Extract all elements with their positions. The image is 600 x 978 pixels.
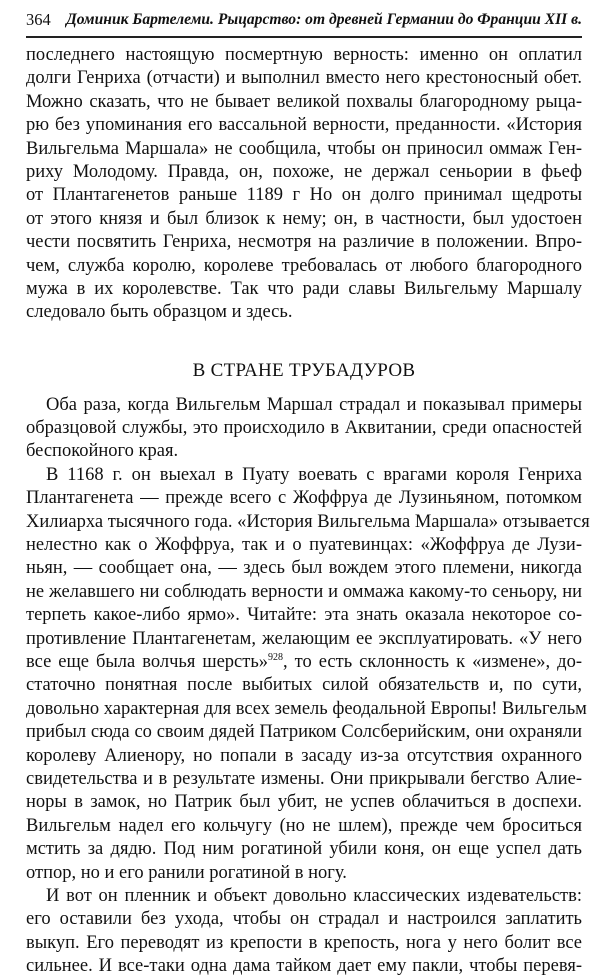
text-line: сильнее. И все-таки одна дама тайком дает ему пакли, чтобы перевя-	[26, 956, 582, 977]
text-line: его оставили без ухода, чтобы он страдал и настроился заплатить	[26, 909, 582, 930]
text-line: Плантагенета — прежде всего с Жоффруа де Лузиньяном, потомком	[26, 488, 582, 509]
text-line: от этого князя и был близок к нему; он, в частности, был удостоен	[26, 208, 582, 229]
text-line: от Плантагенетов раньше 1189 г Но он долго принимал щедроты	[26, 185, 582, 206]
paragraph-4	[26, 885, 582, 978]
text-line: Можно сказать, что не бывает великой похвалы благородному рыца-	[26, 91, 582, 112]
page-number: 364	[26, 10, 51, 29]
text-line: чести посвятить Генриха, несмотря на различие в положении. Впро-	[26, 232, 582, 253]
text-line: рю без упоминания его вассальной верности, преданности. «История	[26, 115, 582, 136]
text-line: Вильгельма Маршала» не сообщила, чтобы он приносил оммаж Ген-	[26, 138, 582, 159]
text-line: статочно понятная после выбитых силой обязательств и, по сути,	[26, 675, 582, 696]
body-text	[26, 44, 590, 978]
text-line: отпор, но и его ранили рогатиной в ногу.	[26, 862, 347, 883]
header-rule	[26, 36, 582, 38]
text-line: выкуп. Его переводят из крепости в крепость, нога у него болит все	[26, 932, 582, 953]
text-line: королеву Алиенору, но попали в засаду из-за отсутствия охранного	[26, 745, 582, 766]
text-line: ньян, — сообщает она, — здесь был вождем этого племени, никогда	[26, 558, 582, 579]
section-heading: В СТРАНЕ ТРУБАДУРОВ	[192, 359, 416, 381]
text-line: Оба раза, когда Вильгельм Маршал страдал и показывал примеры	[46, 394, 582, 415]
page-header	[26, 9, 582, 35]
text-line: противление Плантагенетам, желающим ее эксплуатировать. «У него	[26, 628, 582, 649]
section-gap	[26, 325, 582, 359]
text-line: довольно характерная для всех земель феодальной Европы! Вильгельм	[26, 698, 587, 719]
text-line: нелестно как о Жоффруа, так и о пуатевинцах: «Жоффруа де Лузи-	[26, 535, 582, 556]
text-line: прибыл сюда со своим дядей Патриком Солсберийским, они охраняли	[26, 722, 582, 743]
paragraph-3	[26, 464, 590, 885]
paragraph-1	[26, 44, 582, 325]
text-fragment: все еще была волчья шерсть»	[26, 651, 269, 672]
text-line: образцовой службы, это происходило в Аквитании, среди опасностей	[26, 418, 582, 439]
text-line: последнего настоящую посмертную верность: именно он оплатил	[26, 45, 582, 65]
text-line: И вот он пленник и объект довольно классических издевательств:	[46, 885, 582, 906]
text-line: норы в замок, но Патрик был убит, не успев облачиться в доспехи.	[26, 792, 582, 813]
text-line: В 1168 г. он выехал в Пуату воевать с врагами короля Генриха	[46, 464, 582, 485]
paragraph-2	[26, 394, 582, 464]
text-line-with-footnote	[26, 651, 582, 674]
text-line: риху Молодому. Правда, он, похоже, не держал сеньории в фьеф	[26, 161, 582, 182]
text-line: терпеть какое-либо ярмо». Читайте: эта знать оказала некоторое со-	[26, 605, 582, 626]
text-fragment: , то есть склонность к «измене», до-	[283, 651, 582, 672]
text-line: мужа в их королевстве. Так что ради славы Вильгельму Маршалу	[26, 278, 582, 299]
text-line: беспокойного края.	[26, 441, 179, 462]
text-line: следовало быть образцом и здесь.	[26, 302, 293, 323]
text-line: Вильгельм надел его кольчугу (но не шлем), прежде чем броситься	[26, 815, 582, 836]
text-line: долги Генриха (отчасти) и выполнил вместо него крестоносный обет.	[26, 68, 582, 89]
text-line: Хилиарха тысячного года. «История Вильгельма Маршала» отзывается	[26, 511, 590, 532]
text-line: свидетельства и в результате измены. Они прикрывали бегство Алие-	[26, 768, 582, 789]
text-line: чем, служба королю, королеве требовалась от любого благородного	[26, 255, 582, 276]
text-line: мстить за дядю. Под ним рогатиной убили коня, он еще успел дать	[26, 839, 582, 860]
text-line: не желавшего ни соблюдать верности и оммажа какому-то сеньору, ни	[26, 581, 582, 602]
running-title: Доминик Бартелеми. Рыцарство: от древней Германии до Франции XII в.	[66, 11, 582, 28]
footnote-reference[interactable]: 928	[268, 651, 284, 663]
